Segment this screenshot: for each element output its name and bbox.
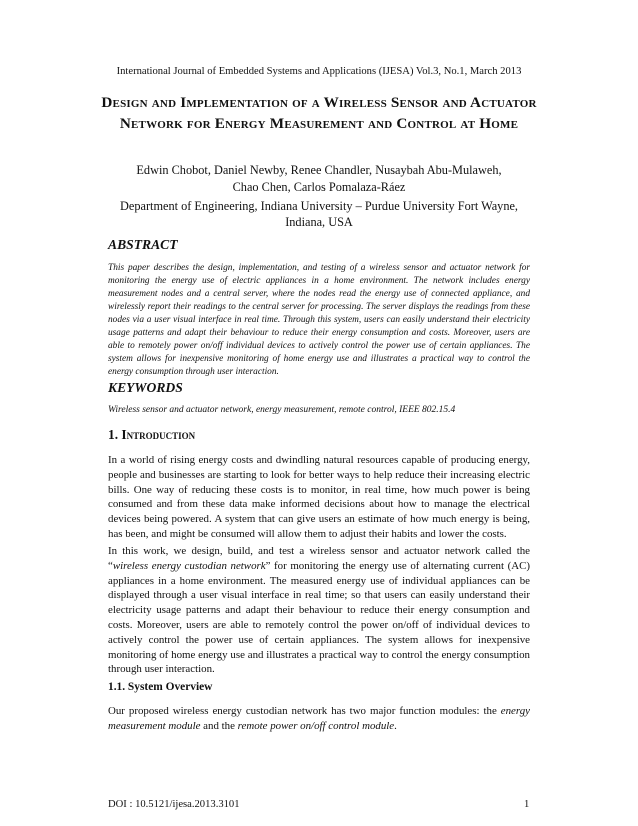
overview-emphasis-1: energy measurement module	[108, 705, 530, 732]
keywords-heading: KEYWORDS	[108, 380, 183, 395]
journal-header: International Journal of Embedded Systems and Applications (IJESA) Vol.3, No.1, March 2013	[116, 66, 522, 77]
section-heading-introduction	[108, 427, 195, 443]
intro-paragraph-1: In a world of rising energy costs and dwindling natural resources capable of producing energy, people and businesses are starting to look for better ways to help reduce their increasing electric bills. One way of reducing these costs is to monitor, in real time, how much power is being consumed and from these data make informed decisions about how to manage the electrical devices being powered. A system that can give users an estimate of how much energy is being, has been, and might be consumed will allow them to adjust their habits and lower the costs.	[108, 454, 530, 540]
overview-part-b: and the	[200, 719, 238, 732]
page-number: 1	[524, 799, 530, 810]
doi-footer: DOI : 10.5121/ijesa.2013.3101	[108, 799, 240, 810]
keywords-text: Wireless sensor and actuator network, energy measurement, remote control, IEEE 802.15.4	[108, 405, 456, 415]
intro-p2-part-a: In this work, we design, build, and test a wireless sensor and actuator network called the “	[108, 545, 530, 572]
abstract-text: This paper describes the design, implementation, and testing of a wireless sensor and actuator network for monitoring the energy use of electric appliances in a home environment. The network includes energy measurement nodes and a central server, where the nodes read the energy use of connected appliance, and wirelessly report their readings to the central server for processing. The server displays the readings from these nodes via a user visual interface in real time. Through this system, users can easily understand their electricity usage patterns and adapt their behaviour to reduce their energy consumption and costs. Moreover, users are able to remotely power on/off individual devices to actively control the power use of certain appliances. The system allows for inexpensive monitoring of home energy use and illustrates a practical way to control the energy consumption through user interaction.	[108, 263, 530, 377]
author-line-1: Edwin Chobot, Daniel Newby, Renee Chandler, Nusaybah Abu-Mulaweh,	[136, 163, 502, 177]
paper-title: Design and Implementation of a Wireless Sensor and Actuator Network for Energy Measurement and Control at Home	[101, 94, 537, 132]
section-title: Introduction	[121, 427, 196, 442]
abstract-heading: ABSTRACT	[108, 237, 178, 252]
subsection-heading-system-overview: 1.1. System Overview	[108, 681, 213, 693]
overview-part-c: .	[394, 719, 397, 732]
intro-paragraph-2	[108, 544, 530, 677]
author-list	[100, 162, 538, 196]
overview-emphasis-2: remote power on/off control module	[237, 719, 395, 732]
author-line-2: Chao Chen, Carlos Pomalaza-Ráez	[232, 180, 406, 194]
overview-part-a: Our proposed wireless energy custodian network has two major function modules: the	[108, 705, 501, 717]
system-overview-paragraph	[108, 704, 530, 734]
intro-p2-emphasis: wireless energy custodian network	[112, 559, 266, 572]
intro-p2-part-b: ” for monitoring the energy use of alternating current (AC) appliances in a home environment. The measured energy use of individual appliances can be displayed through a user visual interface in real time; so that users can easily understand their electricity usage patterns and adapt their behaviour to reduce their energy consumption and costs. Moreover, users are able to remotely control the power on/off of individual devices to actively control the power use of certain appliances. The system allows for inexpensive monitoring of home energy use and illustrates a practical way to control the energy consumption through user interaction.	[108, 559, 530, 676]
affiliation: Department of Engineering, Indiana University – Purdue University Fort Wayne, Indiana, USA	[120, 199, 518, 229]
section-number: 1.	[108, 427, 122, 442]
